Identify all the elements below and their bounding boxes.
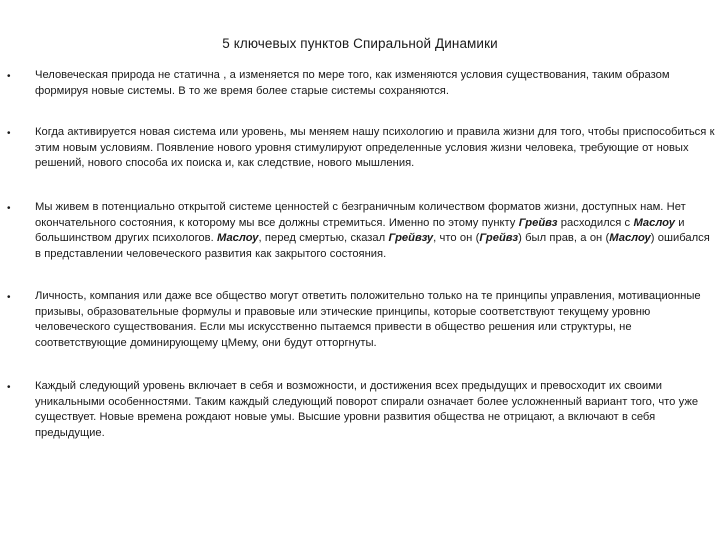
bullet-marker: • xyxy=(7,128,11,139)
name-graves: Грейвзу xyxy=(388,232,434,245)
bullet-marker: • xyxy=(7,292,11,303)
name-maslow: Маслоу xyxy=(217,232,259,245)
name-maslow: Маслоу xyxy=(609,232,651,245)
name-graves: Грейвз xyxy=(479,232,519,245)
list-item-text: Каждый следующий уровень включает в себя и возможности, и достижения всех предыдущих и превосходит их своими уникальными особенностями. Таким каждый следующий поворот спирали означает более усложненный вариант того, что уже существует. Новые времена рождают новые умы. Высшие уровни развития общества не отрицают, а включают в себя предыдущие. xyxy=(35,380,699,439)
text-run: , что он ( xyxy=(433,232,480,245)
bullet-marker: • xyxy=(7,71,11,82)
text-run: Мы живем в потенциально открытой системе ценностей с безграничным количеством форматов жизни, доступных нам. Нет окончательного состояния, к которому мы все должны стремиться. Именно по этому пункту xyxy=(35,201,686,229)
bullet-marker: • xyxy=(7,203,11,214)
list-item-text: Личность, компания или даже все общество могут ответить положительно только на те принципы управления, мотивационные призывы, образовательные формулы и правовые или этические принципы, которые соответствуют текущему уровню человеческого существования. Если мы искусственно пытаемся привести в общество решения или структуры, не соответствующие доминирующему цМему, они будут отторгнуты. xyxy=(35,290,701,349)
text-run: , перед смертью, сказал xyxy=(258,232,389,245)
list-item-text: Когда активируется новая система или уровень, мы меняем нашу психологию и правила жизни для того, чтобы приспособиться к этим новым условиям. Появление нового уровня стимулируют определенные условия жизни человека, требующие от новых решений, нового способа их поиска и, как следствие, нового мышления. xyxy=(35,126,715,170)
list-item-text: Человеческая природа не статична , а изменяется по мере того, как изменяются условия существования, таким образом формируя новые системы. В то же время более старые системы сохраняются. xyxy=(35,69,670,97)
text-run: расходился с xyxy=(557,216,634,229)
text-run: ) был прав, а он ( xyxy=(518,232,610,245)
list-item-text xyxy=(35,200,717,262)
bullet-marker: • xyxy=(7,382,11,393)
name-maslow: Маслоу xyxy=(633,216,675,229)
text-run: и большинством других психологов. xyxy=(35,216,685,245)
text-run: ) ошибался в представлении человеческого развития как закрытого состояния. xyxy=(35,232,710,260)
name-graves: Грейвз xyxy=(518,216,558,229)
page-title: 5 ключевых пунктов Спиральной Динамики xyxy=(222,36,498,51)
